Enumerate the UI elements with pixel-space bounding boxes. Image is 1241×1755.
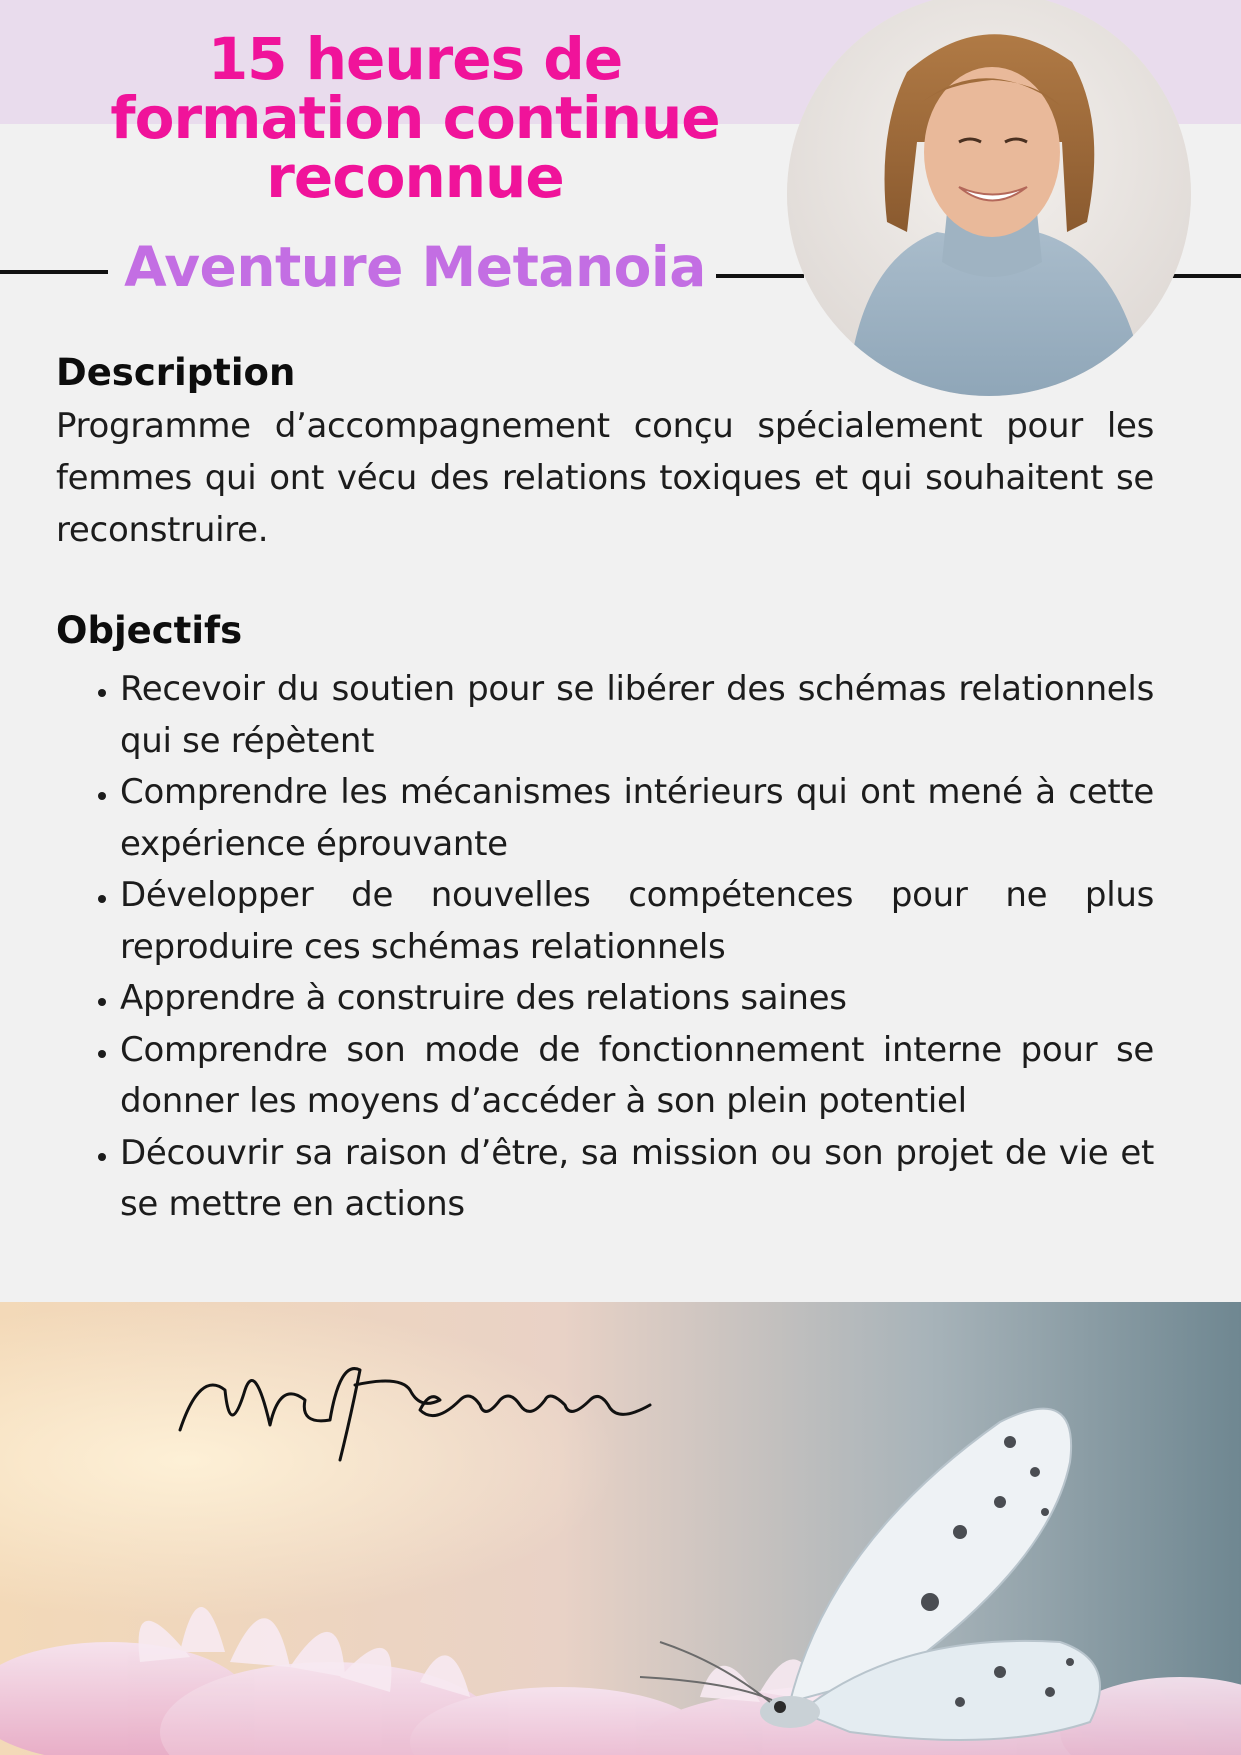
title-line-2: formation continue	[110, 84, 720, 152]
objective-item: • Apprendre à construire des relations saines	[120, 973, 1154, 1025]
divider-right	[1172, 274, 1241, 278]
objective-item: • Découvrir sa raison d’être, sa mission ou son projet de vie et se mettre en actions	[120, 1128, 1154, 1231]
description-heading: Description	[56, 351, 296, 394]
title-line-3: reconnue	[266, 143, 564, 211]
metanoia-signature	[170, 1330, 670, 1480]
description-text: Programme d’accompagnement conçu spécialement pour les femmes qui ont vécu des relations toxiques et qui souhaitent se reconstruire.	[56, 406, 1154, 550]
objective-item: • Développer de nouvelles compétences pour ne plus reproduire ces schémas relationnels	[120, 870, 1154, 973]
page-title	[70, 25, 760, 211]
divider-middle	[716, 274, 804, 278]
objectives-heading: Objectifs	[56, 609, 243, 652]
title-line-1: 15 heures de	[207, 25, 623, 93]
portrait-photo	[787, 0, 1191, 396]
objective-item: • Comprendre son mode de fonctionnement interne pour se donner les moyens d’accéder à son plein potentiel	[120, 1025, 1154, 1128]
objective-item: • Comprendre les mécanismes intérieurs qui ont mené à cette expérience éprouvante	[120, 767, 1154, 870]
divider-left	[0, 270, 108, 274]
objectives-list	[56, 664, 1154, 1231]
objective-item: • Recevoir du soutien pour se libérer des schémas relationnels qui se répètent	[120, 664, 1154, 767]
program-subtitle: Aventure Metanoia	[124, 235, 706, 299]
main-content	[56, 346, 1156, 1231]
